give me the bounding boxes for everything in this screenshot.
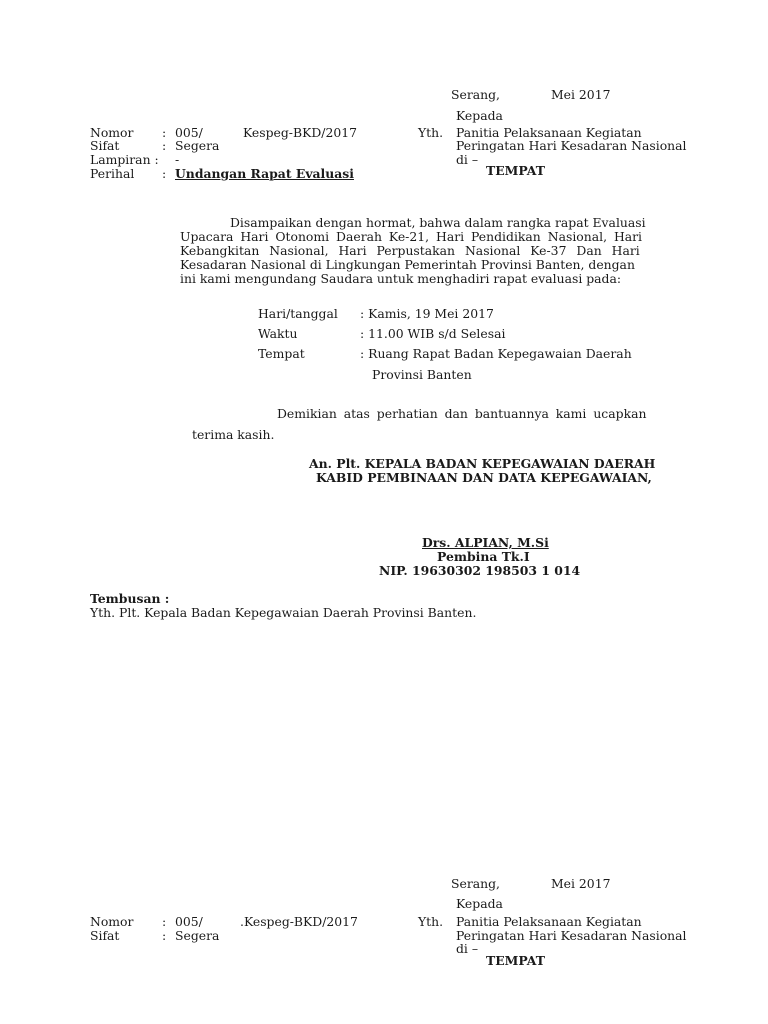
signatory-name: Drs. ALPIAN, M.Si xyxy=(422,535,549,550)
waktu-label: Waktu xyxy=(258,326,298,341)
nomor-code: Kespeg-BKD/2017 xyxy=(243,125,358,140)
lampiran-value: - xyxy=(175,152,180,167)
waktu-value: : 11.00 WIB s/d Selesai xyxy=(360,326,506,341)
recipient-line-1: Panitia Pelaksanaan Kegiatan xyxy=(456,125,642,140)
letter2-nomor-code: .Kespeg-BKD/2017 xyxy=(240,914,358,929)
letter2-recipient-line-1: Panitia Pelaksanaan Kegiatan xyxy=(456,914,642,929)
body-line-4: Kesadaran Nasional di Lingkungan Pemerintah Provinsi Banten, dengan xyxy=(180,257,635,272)
tembusan-label: Tembusan : xyxy=(90,591,170,606)
signature-title-2: KABID PEMBINAAN DAN DATA KEPEGAWAIAN, xyxy=(316,470,652,485)
nomor-separator: : xyxy=(162,125,167,140)
body-line-2: Upacara Hari Otonomi Daerah Ke-21, Hari Pendidikan Nasional, Hari xyxy=(180,229,643,244)
nomor-number: 005/ xyxy=(175,125,203,140)
letter2-nomor-separator: : xyxy=(162,914,167,929)
hari-label: Hari/tanggal xyxy=(258,306,338,321)
body-line-3: Kebangkitan Nasional, Hari Perpustakan Nasional Ke-37 Dan Hari xyxy=(180,243,640,258)
perihal-label: Perihal xyxy=(90,166,135,181)
recipient-line-3: di – xyxy=(456,152,479,167)
tempat-value-2: Provinsi Banten xyxy=(372,367,472,382)
letter2-place: Serang, xyxy=(451,876,500,891)
letter2-sifat-separator: : xyxy=(162,928,167,943)
sifat-value: Segera xyxy=(175,138,220,153)
perihal-separator: : xyxy=(162,166,167,181)
signatory-nip: NIP. 19630302 198503 1 014 xyxy=(379,563,581,578)
sifat-separator: : xyxy=(162,138,167,153)
letter-place: Serang, xyxy=(451,87,500,102)
tempat-label: Tempat xyxy=(258,346,305,361)
letter2-recipient-yth: Yth. xyxy=(418,914,444,929)
tembusan-line: Yth. Plt. Kepala Badan Kepegawaian Daerah Provinsi Banten. xyxy=(90,605,477,620)
hari-value: : Kamis, 19 Mei 2017 xyxy=(360,306,494,321)
letter2-nomor-label: Nomor xyxy=(90,914,134,929)
signatory-rank: Pembina Tk.I xyxy=(437,549,530,564)
closing-line-2: terima kasih. xyxy=(192,427,275,442)
letter2-date: Mei 2017 xyxy=(551,876,611,891)
letter2-nomor-number: 005/ xyxy=(175,914,203,929)
letter-date: Mei 2017 xyxy=(551,87,611,102)
letter2-kepada-label: Kepada xyxy=(456,896,503,911)
letter2-recipient-line-3: di – xyxy=(456,941,479,956)
letter2-sifat-value: Segera xyxy=(175,928,220,943)
signature-title-1: An. Plt. KEPALA BADAN KEPEGAWAIAN DAERAH xyxy=(309,456,656,471)
body-line-1: Disampaikan dengan hormat, bahwa dalam rangka rapat Evaluasi xyxy=(230,215,646,230)
recipient-yth: Yth. xyxy=(418,125,444,140)
recipient-tempat: TEMPAT xyxy=(486,163,545,178)
kepada-label: Kepada xyxy=(456,108,503,123)
lampiran-label: Lampiran : xyxy=(90,152,159,167)
sifat-label: Sifat xyxy=(90,138,120,153)
body-line-5: ini kami mengundang Saudara untuk menghadiri rapat evaluasi pada: xyxy=(180,271,622,286)
letter2-recipient-line-2: Peringatan Hari Kesadaran Nasional xyxy=(456,928,687,943)
nomor-label: Nomor xyxy=(90,125,134,140)
closing-line-1: Demikian atas perhatian dan bantuannya kami ucapkan xyxy=(277,406,647,421)
recipient-line-2: Peringatan Hari Kesadaran Nasional xyxy=(456,138,687,153)
perihal-value: Undangan Rapat Evaluasi xyxy=(175,166,354,181)
letter2-recipient-tempat: TEMPAT xyxy=(486,953,545,968)
tempat-value: : Ruang Rapat Badan Kepegawaian Daerah xyxy=(360,346,632,361)
letter2-sifat-label: Sifat xyxy=(90,928,120,943)
